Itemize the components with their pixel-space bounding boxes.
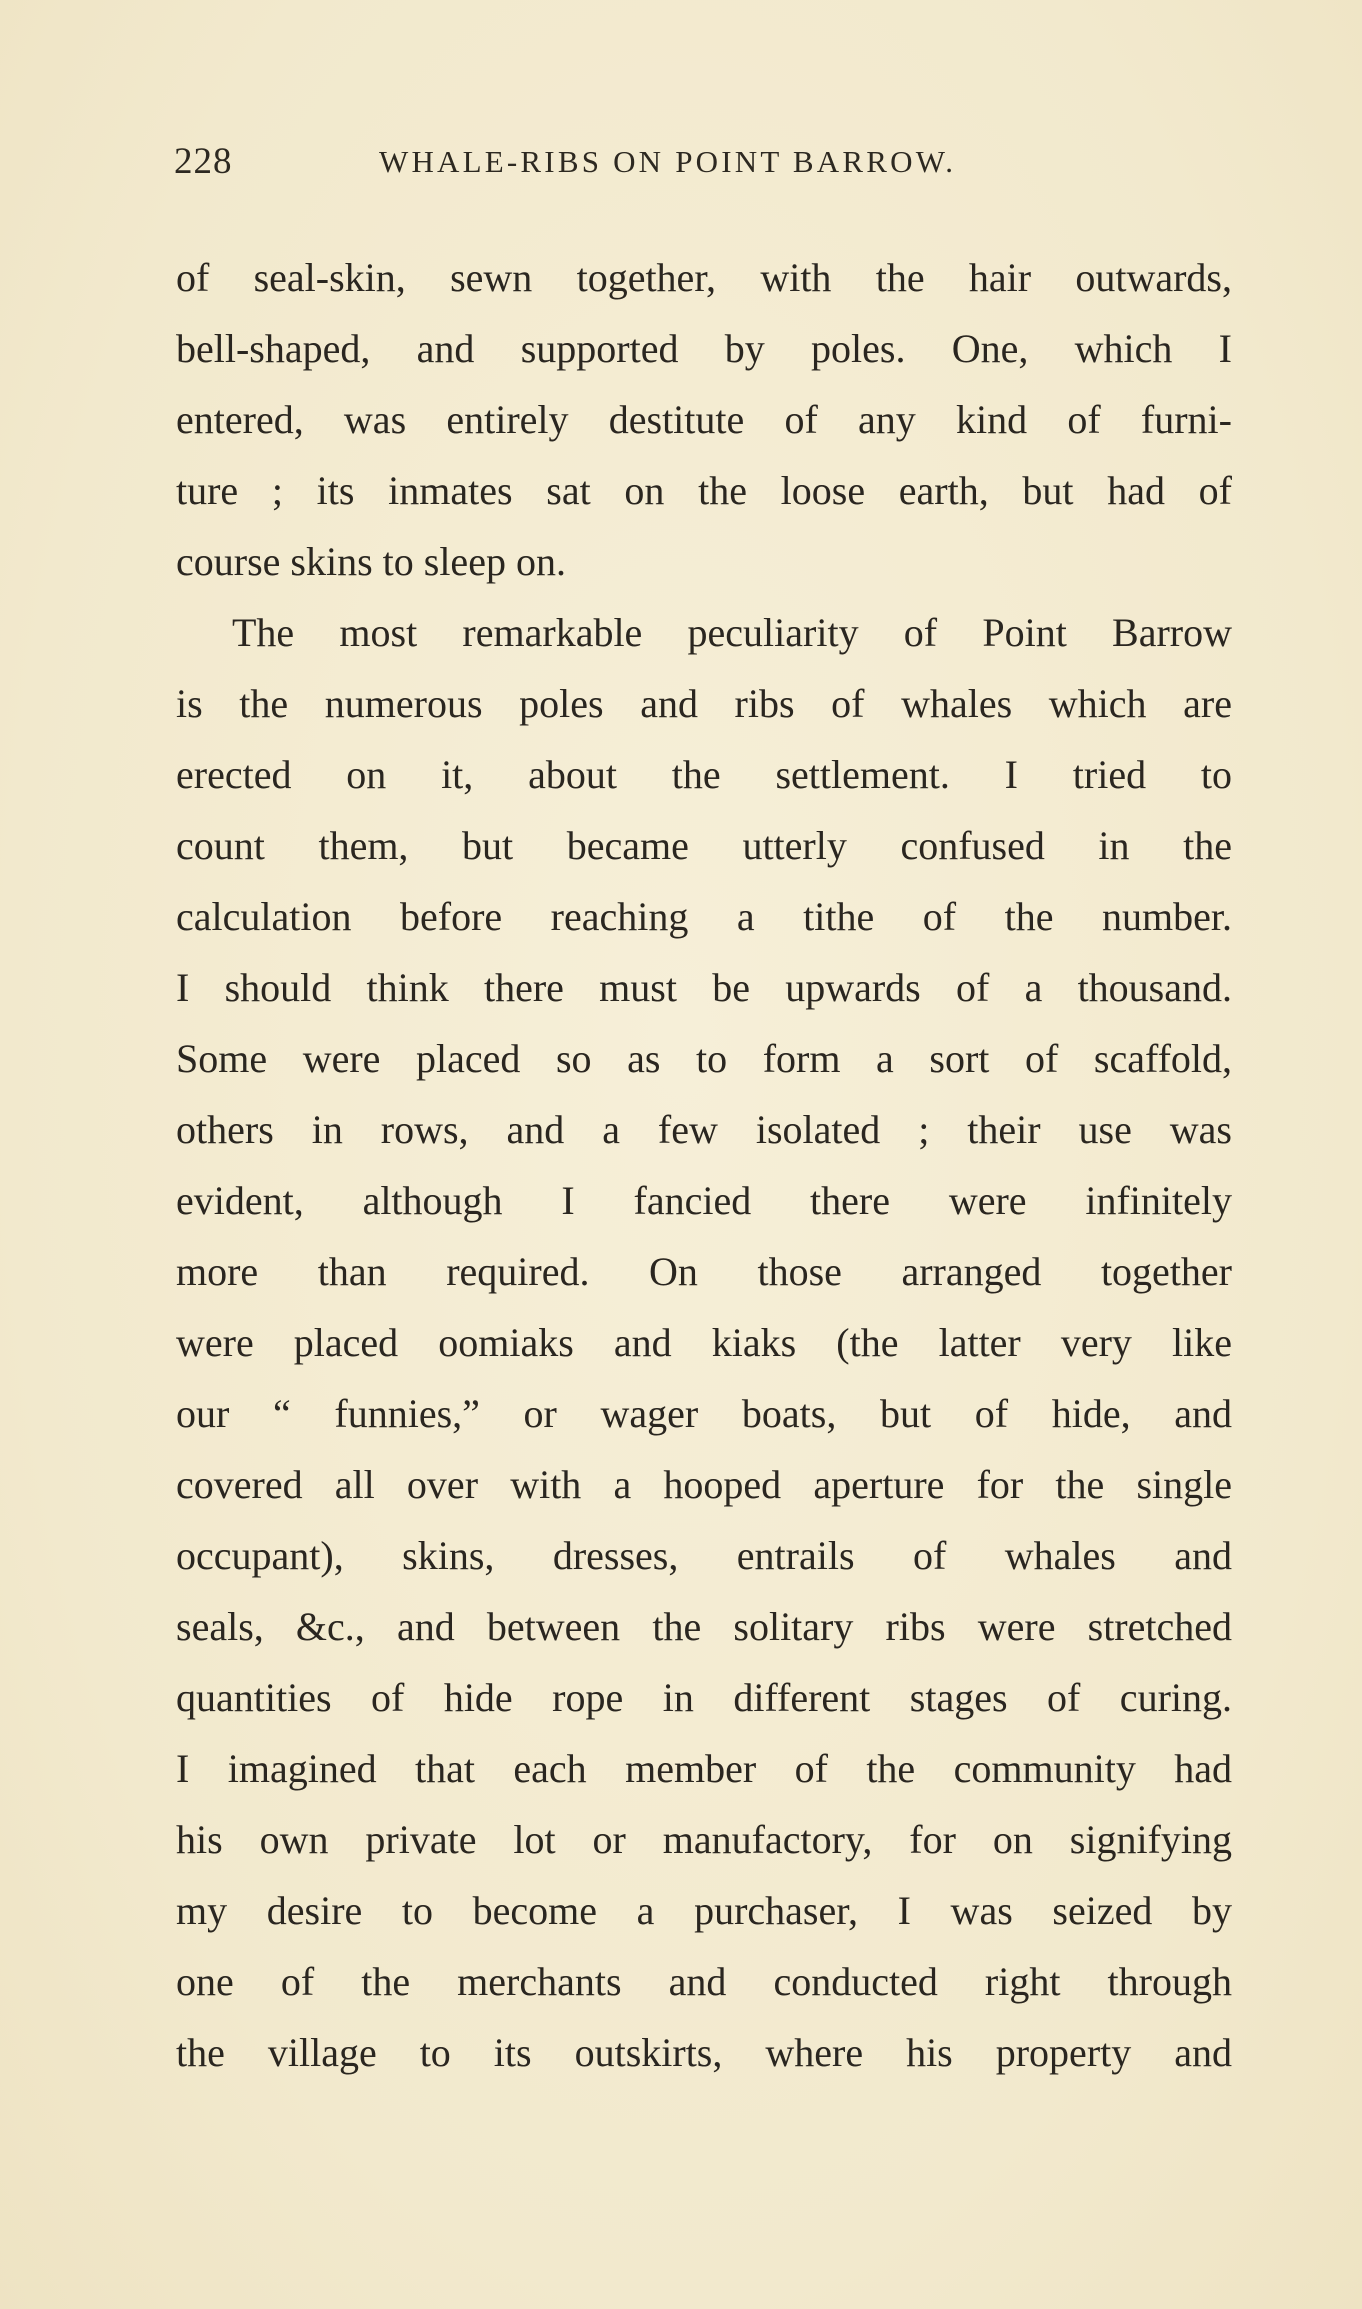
text-line: I should think there must be upwards of a thousand.	[176, 965, 1232, 1010]
text-line: one of the merchants and conducted right through	[176, 1959, 1232, 2004]
text-line: ture ; its inmates sat on the loose earth, but had of	[176, 468, 1232, 513]
text-line: my desire to become a purchaser, I was seized by	[176, 1888, 1232, 1933]
body-text	[176, 242, 1232, 2088]
running-title: WHALE-RIBS ON POINT BARROW.	[379, 144, 957, 179]
text-line: were placed oomiaks and kiaks (the latter very like	[176, 1320, 1232, 1365]
text-line: his own private lot or manufactory, for on signifying	[176, 1817, 1232, 1862]
page-number: 228	[174, 141, 233, 182]
paragraph-first-line: The most remarkable peculiarity of Point Barrow	[232, 610, 1232, 655]
text-line: our “ funnies,” or wager boats, but of hide, and	[176, 1391, 1232, 1436]
text-line: is the numerous poles and ribs of whales which are	[176, 681, 1232, 726]
text-line: seals, &c., and between the solitary ribs were stretched	[176, 1604, 1232, 1649]
text-line: count them, but became utterly confused in the	[176, 823, 1232, 868]
text-line: others in rows, and a few isolated ; their use was	[176, 1107, 1232, 1152]
text-line: of seal-skin, sewn together, with the hair outwards,	[176, 255, 1232, 300]
text-line: Some were placed so as to form a sort of scaffold,	[176, 1036, 1232, 1081]
text-line: entered, was entirely destitute of any kind of furni-	[176, 397, 1232, 442]
text-line: I imagined that each member of the community had	[176, 1746, 1232, 1791]
text-line: occupant), skins, dresses, entrails of whales and	[176, 1533, 1232, 1578]
text-line: covered all over with a hooped aperture for the single	[176, 1462, 1232, 1507]
text-line: the village to its outskirts, where his property and	[176, 2030, 1232, 2075]
text-line: bell-shaped, and supported by poles. One, which I	[176, 326, 1232, 371]
text-line: calculation before reaching a tithe of the number.	[176, 894, 1232, 939]
text-line: evident, although I fancied there were infinitely	[176, 1178, 1232, 1223]
text-line: more than required. On those arranged together	[176, 1249, 1232, 1294]
text-line: erected on it, about the settlement. I tried to	[176, 752, 1232, 797]
page-header	[174, 140, 1232, 200]
text-line: quantities of hide rope in different stages of curing.	[176, 1675, 1232, 1720]
text-line: course skins to sleep on.	[176, 539, 566, 584]
